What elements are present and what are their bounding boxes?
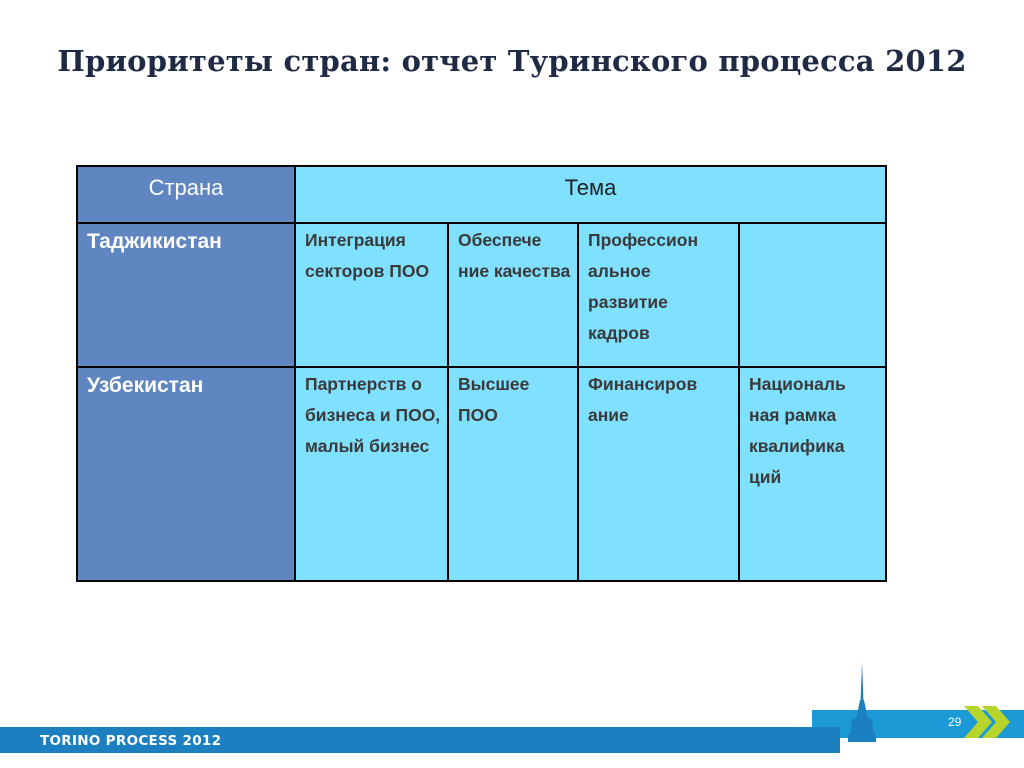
header-country-label: Страна xyxy=(148,175,224,200)
theme-cell xyxy=(739,367,886,581)
table-header-row xyxy=(77,166,886,223)
theme-text: Обеспече ние качества xyxy=(458,230,571,281)
theme-cell xyxy=(448,223,578,367)
country-name: Узбекистан xyxy=(87,374,204,397)
footer-brand: TORINO PROCESS 2012 xyxy=(40,733,222,749)
page-number: 29 xyxy=(948,715,962,729)
theme-cell xyxy=(448,367,578,581)
theme-text: Высшее ПОО xyxy=(458,374,530,425)
theme-text: Партнерств о бизнеса и ПОО, малый бизнес xyxy=(305,374,441,456)
theme-text: Профессион альное развитие кадров xyxy=(588,230,699,343)
theme-text xyxy=(740,224,885,225)
double-chevron-right-icon xyxy=(962,704,1014,740)
slide-title: Приоритеты стран: отчет Туринского процесса 2012 xyxy=(57,44,967,78)
header-theme-label: Тема xyxy=(564,175,617,200)
theme-cell xyxy=(295,223,448,367)
theme-text: Финансиров ание xyxy=(588,374,698,425)
priorities-table xyxy=(76,165,887,582)
theme-cell xyxy=(578,223,739,367)
theme-cell xyxy=(739,223,886,367)
header-country xyxy=(77,166,295,223)
country-cell xyxy=(77,367,295,581)
country-cell xyxy=(77,223,295,367)
theme-cell xyxy=(578,367,739,581)
theme-cell xyxy=(295,367,448,581)
header-theme xyxy=(295,166,886,223)
country-name: Таджикистан xyxy=(87,230,222,253)
mole-antonelliana-icon xyxy=(838,662,886,744)
table-row xyxy=(77,367,886,581)
theme-text: Интеграция секторов ПОО xyxy=(305,230,430,281)
theme-text: Националь ная рамка квалифика ций xyxy=(749,374,846,487)
table-row xyxy=(77,223,886,367)
